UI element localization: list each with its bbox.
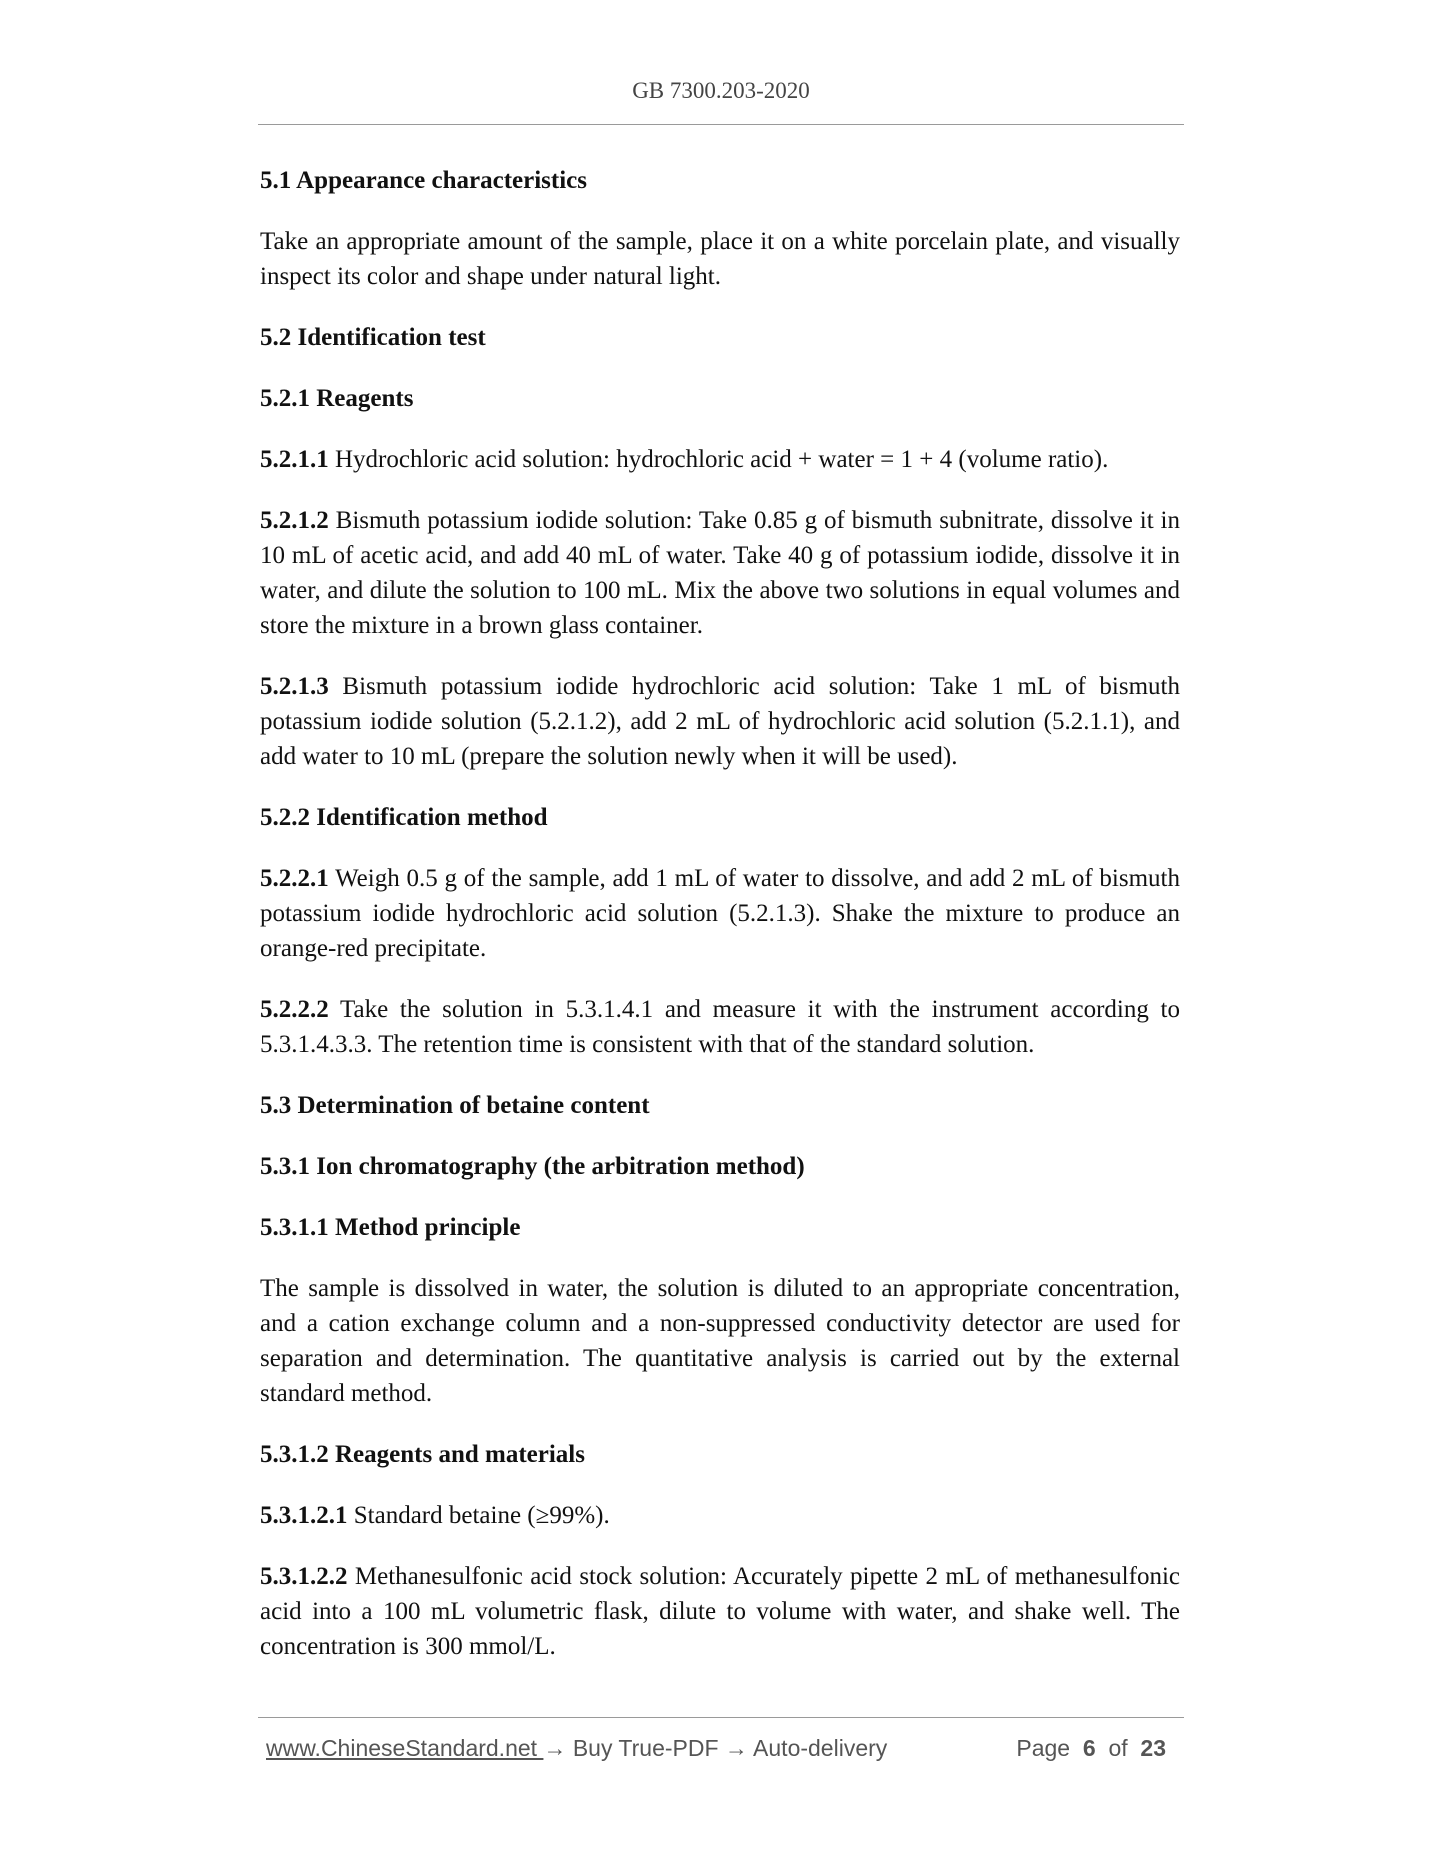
footer-promo — [266, 1730, 887, 1766]
clause-number: 5.3.1.2.1 — [260, 1502, 348, 1529]
paragraph-5-2-1-1 — [260, 442, 1180, 477]
clause-number: 5.2.2.1 — [260, 865, 329, 892]
paragraph-5-3-1-1: The sample is dissolved in water, the solution is diluted to an appropriate concentration, and a cation exchange column and a non-suppressed conductivity detector are used for separation and determination. The quantitative analysis is carried out by the external standard method. — [260, 1275, 1180, 1407]
buy-text: Buy True-PDF — [566, 1735, 725, 1761]
page-label: Page — [1016, 1735, 1071, 1761]
document-body — [260, 163, 1180, 1690]
clause-text: Hydrochloric acid solution: hydrochloric acid + water = 1 + 4 (volume ratio). — [328, 446, 1109, 473]
page-of: of — [1108, 1735, 1128, 1761]
page-current: 6 — [1082, 1735, 1096, 1761]
clause-number: 5.2.2.2 — [260, 996, 329, 1023]
footer-rule — [258, 1717, 1184, 1718]
section-heading-5-3-1-1: 5.3.1.1 Method principle — [260, 1214, 521, 1241]
paragraph-5-2-2-2 — [260, 992, 1180, 1062]
clause-text: Bismuth potassium iodide solution: Take 0.85 g of bismuth subnitrate, dissolve it in 10 mL of acetic acid, and add 40 mL of water. Take 40 g of potassium iodide, dissolve it in water, and dilute the solution to 100 mL. Mix the above two solutions in equal volumes and store the mixture in a brown glass container. — [260, 507, 1180, 639]
arrow-right-icon: → — [724, 1735, 748, 1761]
section-heading-5-2-2: 5.2.2 Identification method — [260, 804, 548, 831]
clause-number: 5.2.1.1 — [260, 446, 329, 473]
clause-text: Take the solution in 5.3.1.4.1 and measure it with the instrument according to 5.3.1.4.3.3. The retention time is consistent with that of the standard solution. — [260, 996, 1180, 1058]
clause-number: 5.3.1.2.2 — [260, 1563, 348, 1590]
section-heading-5-3-1: 5.3.1 Ion chromatography (the arbitration method) — [260, 1153, 805, 1180]
section-heading-5-3: 5.3 Determination of betaine content — [260, 1092, 650, 1119]
paragraph-5-1: Take an appropriate amount of the sample, place it on a white porcelain plate, and visually inspect its color and shape under natural light. — [260, 228, 1180, 290]
clause-text: Weigh 0.5 g of the sample, add 1 mL of water to dissolve, and add 2 mL of bismuth potassium iodide hydrochloric acid solution (5.2.1.3). Shake the mixture to produce an orange-red precipitate. — [260, 865, 1180, 962]
section-heading-5-2: 5.2 Identification test — [260, 324, 486, 351]
clause-text: Methanesulfonic acid stock solution: Accurately pipette 2 mL of methanesulfonic acid into a 100 mL volumetric flask, dilute to volume with water, and shake well. The concentration is 300 mmol/L. — [260, 1563, 1180, 1660]
section-heading-5-2-1: 5.2.1 Reagents — [260, 385, 414, 412]
arrow-right-icon: → — [543, 1735, 567, 1761]
paragraph-5-2-1-2 — [260, 503, 1180, 643]
paragraph-5-3-1-2-2 — [260, 1559, 1180, 1664]
page-indicator — [1016, 1730, 1166, 1766]
page-footer — [266, 1730, 1176, 1766]
section-heading-5-3-1-2: 5.3.1.2 Reagents and materials — [260, 1441, 585, 1468]
clause-text: Standard betaine (≥99%). — [347, 1502, 610, 1529]
page-total: 23 — [1140, 1735, 1166, 1761]
site-link[interactable]: www.ChineseStandard.net — [266, 1735, 544, 1761]
delivery-text: Auto-delivery — [747, 1735, 888, 1761]
document-header: GB 7300.203-2020 — [632, 78, 810, 103]
clause-number: 5.2.1.3 — [260, 673, 329, 700]
section-heading-5-1: 5.1 Appearance characteristics — [260, 167, 588, 194]
clause-number: 5.2.1.2 — [260, 507, 329, 534]
paragraph-5-3-1-2-1 — [260, 1498, 1180, 1533]
header-rule — [258, 124, 1184, 125]
paragraph-5-2-2-1 — [260, 861, 1180, 966]
clause-text: Bismuth potassium iodide hydrochloric acid solution: Take 1 mL of bismuth potassium iodide solution (5.2.1.2), add 2 mL of hydrochloric acid solution (5.2.1.1), and add water to 10 mL (prepare the solution newly when it will be used). — [260, 673, 1180, 770]
paragraph-5-2-1-3 — [260, 669, 1180, 774]
